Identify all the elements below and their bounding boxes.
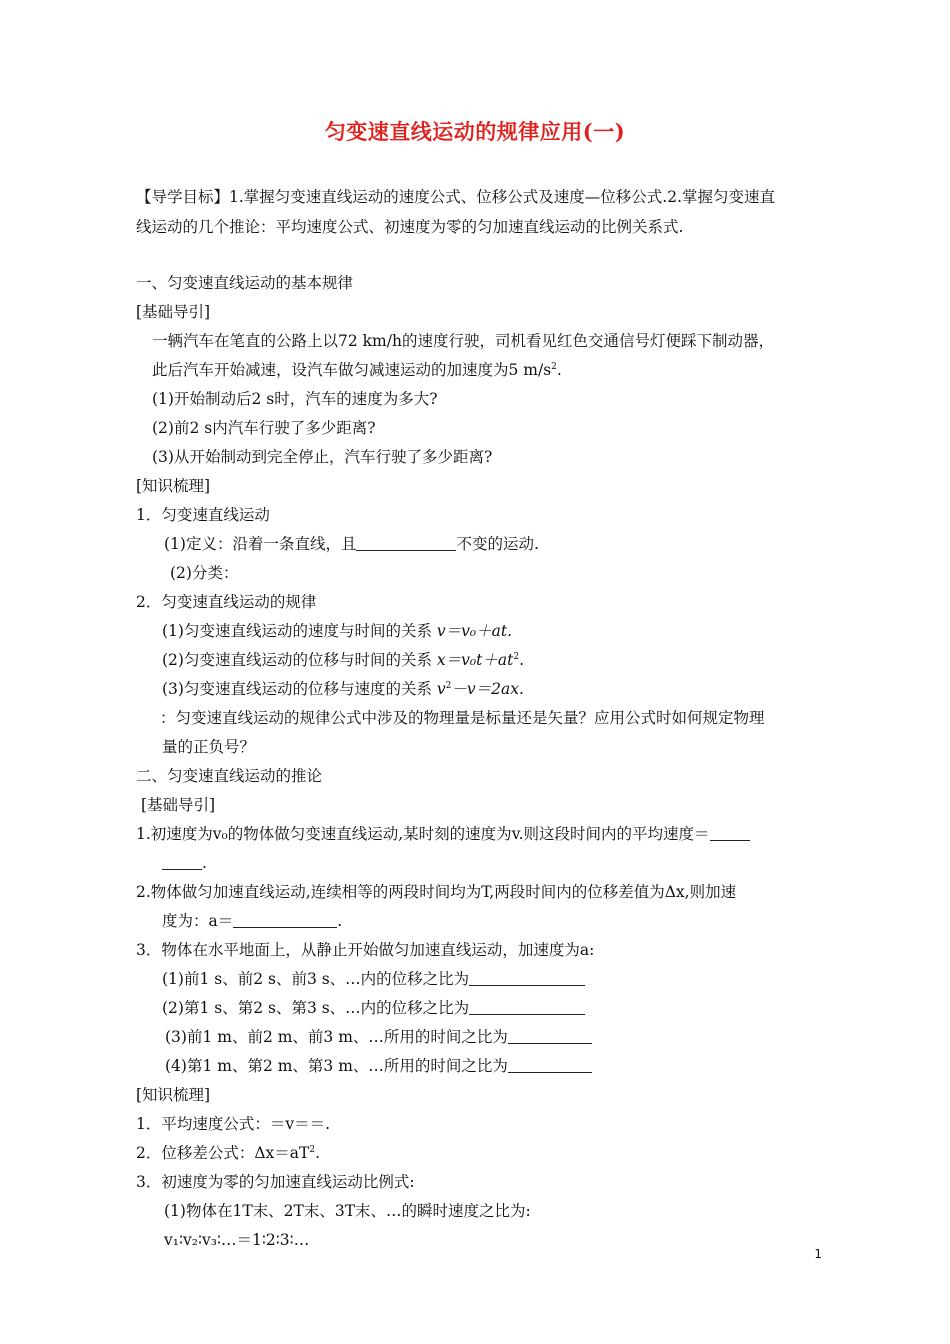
average-velocity-blank-1[interactable] — [710, 826, 750, 841]
ratio-question-1: (1)前1 s、前2 s、前3 s、…内的位移之比为 — [162, 969, 585, 989]
goal-line-1: 【导学目标】1.掌握匀变速直线运动的速度公式、位移公式及速度—位移公式.2.掌握匀变速直 — [136, 188, 776, 206]
knowledge-item-1: 1．匀变速直线运动 — [136, 506, 270, 524]
basic-item-2: 2.物体做匀加速直线运动,连续相等的两段时间均为T,两段时间内的位移差值为Δx,则加速 — [136, 883, 737, 901]
ratio-question-4: (4)第1 m、第2 m、第3 m、…所用的时间之比为 — [165, 1056, 592, 1076]
section-1-knowledge-label: [知识梳理] — [136, 477, 211, 495]
rule-ratio-title: 3．初速度为零的匀加速直线运动比例式: — [136, 1173, 415, 1191]
definition-blank[interactable] — [356, 536, 456, 551]
basic-item-1-cont: . — [162, 853, 207, 873]
section-1-title: 一、匀变速直线运动的基本规律 — [136, 274, 354, 292]
page-title: 匀变速直线运动的规律应用(一) — [324, 119, 626, 144]
basic-item-3: 3．物体在水平地面上，从静止开始做匀加速直线运动，加速度为a: — [136, 941, 595, 959]
ratio-question-2: (2)第1 s、第2 s、第3 s、…内的位移之比为 — [162, 998, 585, 1018]
classification-line: (2)分类： — [170, 564, 239, 582]
goal-line-2: 线运动的几个推论：平均速度公式、初速度为零的匀加速直线运动的比例关系式. — [136, 218, 684, 236]
section-2-basic-label: [基础导引] — [141, 796, 216, 814]
ratio-question-3: (3)前1 m、前2 m、前3 m、…所用的时间之比为 — [165, 1027, 592, 1047]
law-velocity-time: (1)匀变速直线运动的速度与时间的关系 v＝v₀＋at. — [162, 622, 513, 640]
ratio-blank-3[interactable] — [508, 1029, 592, 1044]
question-2: (2)前2 s内汽车行驶了多少距离? — [152, 419, 376, 437]
section-1-basic-label: [基础导引] — [136, 303, 211, 321]
question-intro-2: 此后汽车开始减速，设汽车做匀减速运动的加速度为5 $m/s^2$. — [152, 361, 562, 379]
law-displacement-velocity: (3)匀变速直线运动的位移与速度的关系 $v^2-v=2ax$. — [162, 680, 524, 698]
question-intro-1: 一辆汽车在笔直的公路上以72 km/h的速度行驶，司机看见红色交通信号灯便踩下制动器， — [152, 332, 774, 350]
question-1: (1)开始制动后2 s时，汽车的速度为多大? — [152, 390, 438, 408]
basic-item-2-cont: 度为：a＝ . — [162, 912, 343, 930]
ratio-blank-2[interactable] — [469, 1000, 585, 1015]
question-3: (3)从开始制动到完全停止，汽车行驶了多少距离? — [152, 448, 493, 466]
ratio-blank-4[interactable] — [508, 1058, 592, 1073]
rule-ratio-1: (1)物体在1T末、2T末、3T末、…的瞬时速度之比为: — [164, 1202, 531, 1220]
law-displacement-time: (2)匀变速直线运动的位移与时间的关系 $x=v_0t+at^2$. — [162, 651, 524, 669]
think-line-2: 量的正负号？ — [162, 738, 256, 756]
section-2-title: 二、匀变速直线运动的推论 — [136, 767, 323, 785]
definition-line: (1)定义：沿着一条直线，且 不变的运动. — [164, 535, 539, 553]
ratio-blank-1[interactable] — [469, 971, 585, 986]
average-velocity-blank-2[interactable] — [162, 855, 202, 870]
rule-ratio-1-formula: v₁∶v₂∶v₃∶…＝1∶2∶3∶… — [164, 1231, 310, 1249]
knowledge-item-2: 2．匀变速直线运动的规律 — [136, 593, 317, 611]
acceleration-blank[interactable] — [233, 913, 337, 928]
section-2-knowledge-label: [知识梳理] — [136, 1086, 211, 1104]
think-line-1: ：匀变速直线运动的规律公式中涉及的物理量是标量还是矢量？应用公式时如何规定物理 — [160, 709, 765, 727]
rule-displacement-difference: 2．位移差公式：$\Delta x=aT^2$. — [136, 1144, 321, 1162]
rule-average-velocity: 1．平均速度公式：＝v＝＝. — [136, 1115, 331, 1133]
basic-item-1: 1.初速度为v₀的物体做匀变速直线运动,某时刻的速度为v.则这段时间内的平均速度＝ — [136, 824, 750, 844]
page-number: 1 — [814, 1247, 822, 1261]
